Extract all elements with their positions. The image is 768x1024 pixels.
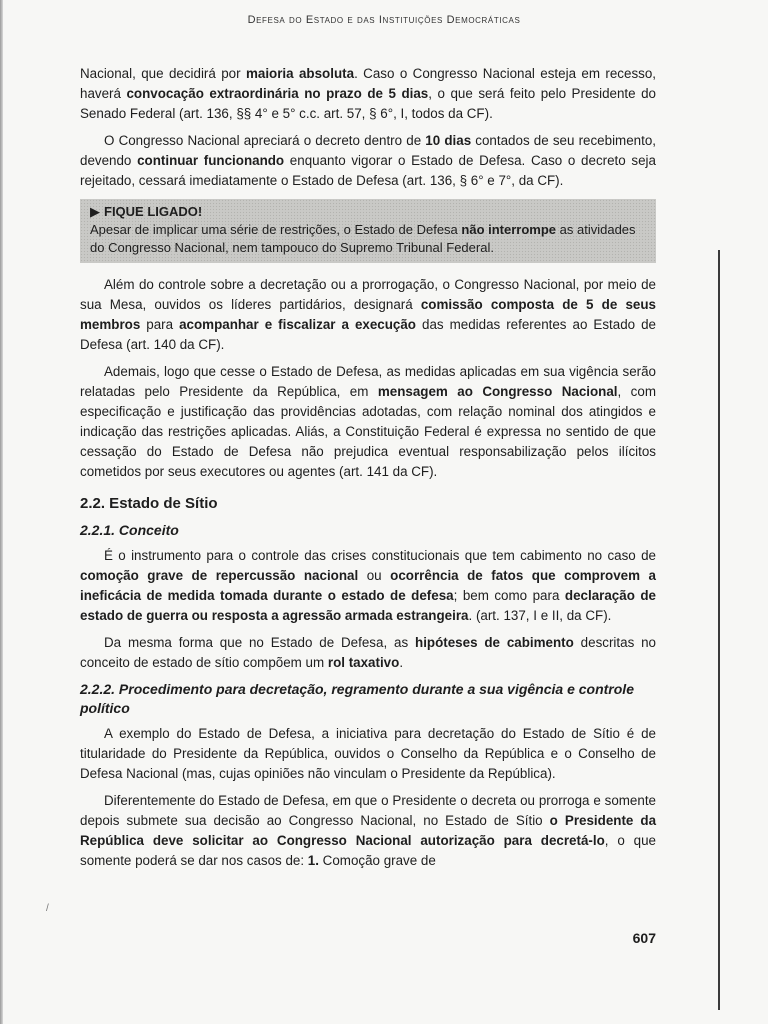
running-header: Defesa do Estado e das Instituições Democráticas xyxy=(247,14,521,26)
subsection-heading: 2.2.1. Conceito xyxy=(80,522,179,538)
fique-ligado-box xyxy=(80,199,656,263)
page-content xyxy=(80,64,656,878)
page-number: 607 xyxy=(632,930,656,946)
section-heading: 2.2. Estado de Sítio xyxy=(80,495,218,512)
callout-text: Apesar de implicar uma série de restrições, o Estado de Defesa não interrompe as atividades do Congresso Nacional, nem tampouco do Supremo Tribunal Federal. xyxy=(90,222,636,255)
arrow-icon: ▶ xyxy=(90,204,100,219)
paragraph: Da mesma forma que no Estado de Defesa, as hipóteses de cabimento descritas no conceito de estado de sítio compõem um rol taxativo. xyxy=(80,635,657,670)
page-left-edge xyxy=(0,0,3,1024)
paragraph: É o instrumento para o controle das crises constitucionais que tem cabimento no caso de comoção grave de repercussão nacional ou ocorrência de fatos que comprovem a ineficácia de medida tomada durante o estado de defesa; bem como para declaração de estado de guerra ou resposta a agressão armada estrangeira. (art. 137, I e II, da CF). xyxy=(80,548,656,623)
right-margin-rule xyxy=(718,250,720,1010)
paragraph: A exemplo do Estado de Defesa, a iniciativa para decretação do Estado de Sítio é de titularidade do Presidente da República, ouvidos o Conselho da República e o Conselho de Defesa Nacional (mas, cujas opiniões não vinculam o Presidente da República). xyxy=(80,726,656,781)
paragraph: Nacional, que decidirá por maioria absoluta. Caso o Congresso Nacional esteja em recesso, haverá convocação extraordinária no prazo de 5 dias, o que será feito pelo Presidente do Senado Federal (art. 136, §§ 4° e 5° c.c. art. 57, § 6°, I, todos da CF). xyxy=(80,66,657,121)
paragraph: Ademais, logo que cesse o Estado de Defesa, as medidas aplicadas em sua vigência serão relatadas pelo Presidente da República, em mensagem ao Congresso Nacional, com especificação e justificação das providências adotadas, com relação nominal dos atingidos e indicação das restrições aplicadas. Aliás, a Constituição Federal é expressa no sentido de que cessação do Estado de Defesa não prejudica eventual responsabilização pelos ilícitos cometidos por seus executores ou agentes (art. 141 da CF). xyxy=(80,364,656,479)
margin-mark: / xyxy=(46,903,49,914)
paragraph: O Congresso Nacional apreciará o decreto dentro de 10 dias contados de seu recebimento, devendo continuar funcionando enquanto vigorar o Estado de Defesa. Caso o decreto seja rejeitado, cessará imediatamente o Estado de Defesa (art. 136, § 6° e 7°, da CF). xyxy=(80,133,656,188)
paragraph: Diferentemente do Estado de Defesa, em que o Presidente o decreta ou prorroga e somente depois submete sua decisão ao Congresso Nacional, no Estado de Sítio o Presidente da República deve solicitar ao Congresso Nacional autorização para decretá-lo, o que somente poderá se dar nos casos de: 1. Comoção grave de xyxy=(80,793,657,868)
subsection-heading: 2.2.2. Procedimento para decretação, regramento durante a sua vigência e controle político xyxy=(80,681,634,716)
callout-title: ▶ FIQUE LIGADO! xyxy=(90,204,203,219)
paragraph: Além do controle sobre a decretação ou a prorrogação, o Congresso Nacional, por meio de sua Mesa, ouvidos os líderes partidários, designará comissão composta de 5 de seus membros para acompanhar e fiscalizar a execução das medidas referentes ao Estado de Defesa (art. 140 da CF). xyxy=(80,277,656,352)
